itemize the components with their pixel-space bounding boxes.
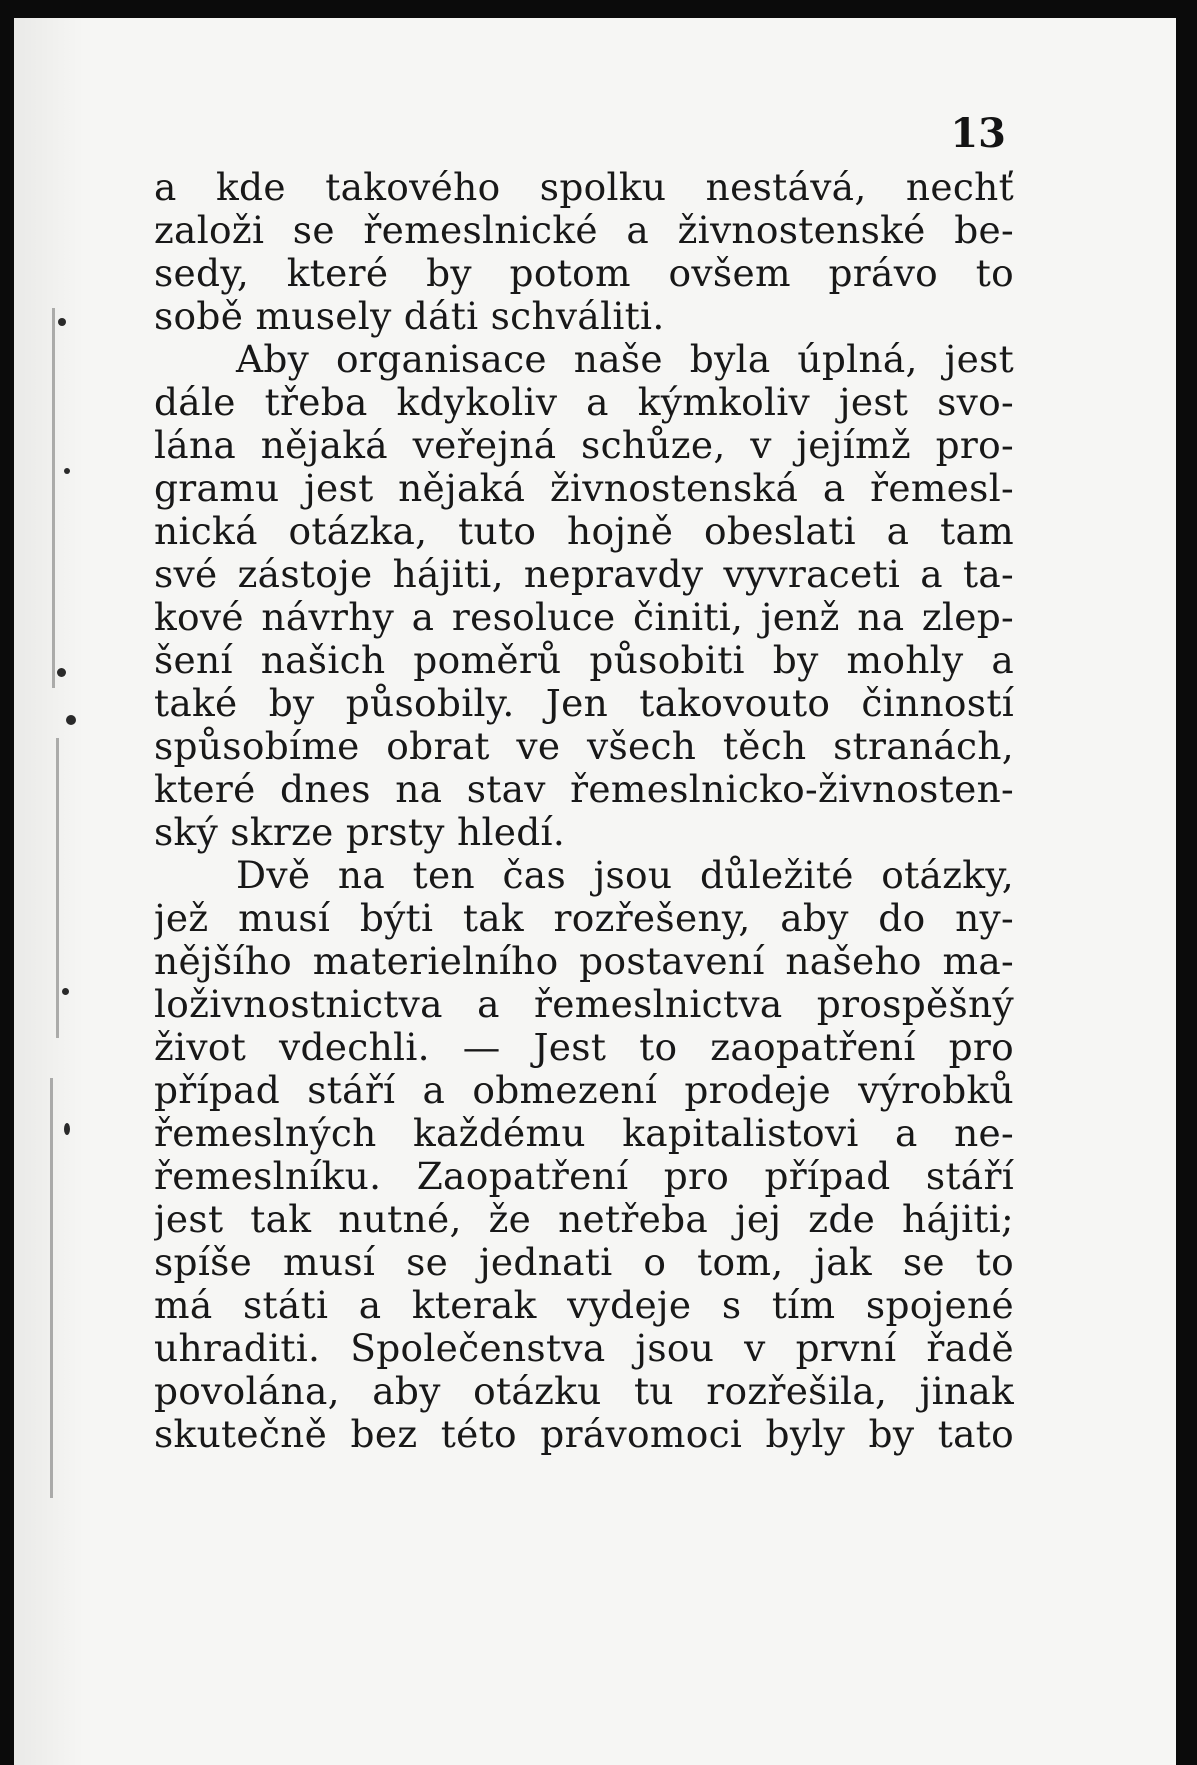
text-line: řemeslných každému kapitalistovi a ne- bbox=[154, 1112, 1014, 1155]
ink-speck bbox=[66, 715, 76, 725]
text-line: ský skrze prsty hledí. bbox=[154, 811, 566, 854]
text-line: nějšího materielního postavení našeho ma- bbox=[154, 940, 1014, 983]
scan-artifact bbox=[56, 738, 59, 1038]
text-line: kové návrhy a resoluce činiti, jenž na zlep- bbox=[154, 596, 1014, 639]
text-line: dále třeba kdykoliv a kýmkoliv jest svo- bbox=[154, 381, 1014, 424]
text-line: své zástoje hájiti, nepravdy vyvraceti a ta- bbox=[154, 553, 1014, 596]
text-line: sobě musely dáti schváliti. bbox=[154, 295, 665, 338]
text-line: řemeslníku. Zaopatření pro případ stáří bbox=[154, 1155, 1014, 1198]
ink-speck bbox=[62, 988, 69, 995]
text-line: jež musí býti tak rozřešeny, aby do ny- bbox=[154, 897, 1014, 940]
text-line: život vdechli. — Jest to zaopatření pro bbox=[154, 1026, 1014, 1069]
text-line: sedy, které by potom ovšem právo to bbox=[154, 252, 1014, 295]
text-line: povolána, aby otázku tu rozřešila, jinak bbox=[154, 1370, 1014, 1413]
page-number: 13 bbox=[950, 110, 1006, 157]
text-line: uhraditi. Společenstva jsou v první řadě bbox=[154, 1327, 1014, 1370]
text-line: šení našich poměrů působiti by mohly a bbox=[154, 639, 1014, 682]
text-line: Dvě na ten čas jsou důležité otázky, bbox=[236, 854, 1014, 897]
text-line: případ stáří a obmezení prodeje výrobků bbox=[154, 1069, 1014, 1112]
text-line: gramu jest nějaká živnostenská a řemesl- bbox=[154, 467, 1014, 510]
text-line: lána nějaká veřejná schůze, v jejímž pro- bbox=[154, 424, 1014, 467]
ink-speck bbox=[64, 468, 70, 474]
ink-speck bbox=[64, 1123, 70, 1135]
text-line: spíše musí se jednati o tom, jak se to bbox=[154, 1241, 1014, 1284]
body-text bbox=[154, 166, 1014, 1456]
scan-artifact bbox=[52, 308, 55, 688]
text-line: také by působily. Jen takovouto činností bbox=[154, 682, 1014, 725]
text-line: založi se řemeslnické a živnostenské be- bbox=[154, 209, 1014, 252]
text-line: nická otázka, tuto hojně obeslati a tam bbox=[154, 510, 1014, 553]
page-gutter-shadow bbox=[14, 18, 84, 1765]
book-page bbox=[14, 18, 1176, 1765]
text-line: má státi a kterak vydeje s tím spojené bbox=[154, 1284, 1014, 1327]
text-line: loživnostnictva a řemeslnictva prospěšný bbox=[154, 983, 1014, 1026]
text-line: Aby organisace naše byla úplná, jest bbox=[236, 338, 1014, 381]
text-line: jest tak nutné, že netřeba jej zde hájiti; bbox=[154, 1198, 1014, 1241]
text-line: které dnes na stav řemeslnicko-živnosten- bbox=[154, 768, 1014, 811]
text-line: a kde takového spolku nestává, nechť bbox=[154, 166, 1014, 209]
text-line: skutečně bez této právomoci byly by tato bbox=[154, 1413, 1014, 1456]
ink-speck bbox=[57, 668, 66, 677]
scan-artifact bbox=[50, 1078, 53, 1498]
text-line: spůsobíme obrat ve všech těch stranách, bbox=[154, 725, 1014, 768]
ink-speck bbox=[58, 318, 66, 326]
